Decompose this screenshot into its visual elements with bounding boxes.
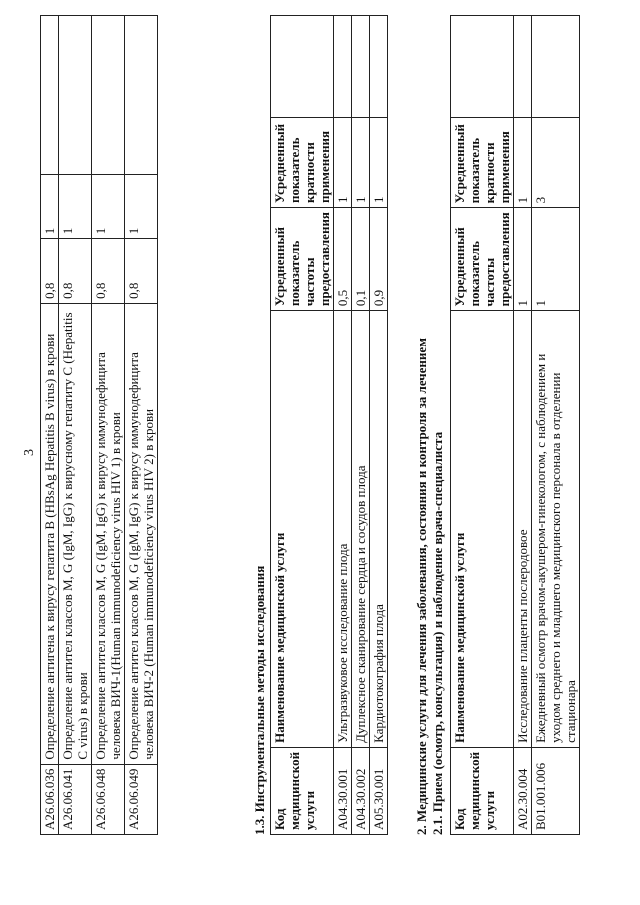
empty-cell xyxy=(92,16,125,175)
mult-cell: 1 xyxy=(41,174,59,239)
table-row xyxy=(92,16,125,835)
freq-cell: 1 xyxy=(532,208,580,311)
code-cell: B01.001.006 xyxy=(532,747,580,834)
mult-cell: 1 xyxy=(59,174,92,239)
freq-cell: 0,8 xyxy=(41,239,59,304)
mult-cell: 1 xyxy=(352,118,370,208)
table-row xyxy=(125,16,158,835)
header-code: Код медицинской услуги xyxy=(271,747,334,834)
mult-cell: 1 xyxy=(514,118,532,208)
name-cell: Ежедневный осмотр врачом-акушером-гинекологом, с наблюдением и уходом среднего и младшего медицинского персонала в отделении стационара xyxy=(532,311,580,747)
empty-cell xyxy=(334,16,352,118)
freq-cell: 0,1 xyxy=(352,208,370,311)
header-frequency: Усредненный показатель частоты предоставления xyxy=(271,208,334,311)
treatment-table xyxy=(450,15,580,835)
table-row xyxy=(514,16,532,835)
header-frequency: Усредненный показатель частоты предоставления xyxy=(451,208,514,311)
name-cell: Дуплексное сканирование сердца и сосудов плода xyxy=(352,311,370,748)
code-cell: A04.30.002 xyxy=(352,747,370,834)
freq-cell: 0,8 xyxy=(59,239,92,304)
freq-cell: 1 xyxy=(514,208,532,311)
code-cell: A02.30.004 xyxy=(514,747,532,834)
table-row xyxy=(370,16,388,835)
section-2-1-heading: 2.1. Прием (осмотр, консультация) и наблюдение врача-специалиста xyxy=(430,431,445,835)
table-header-row xyxy=(451,16,514,835)
freq-cell: 0,5 xyxy=(334,208,352,311)
empty-cell xyxy=(125,16,158,175)
empty-cell xyxy=(370,16,388,118)
empty-cell xyxy=(451,16,514,118)
name-cell: Исследование плаценты послеродовое xyxy=(514,311,532,747)
table-row xyxy=(41,16,59,835)
name-cell: Ультразвуковое исследование плода xyxy=(334,311,352,748)
code-cell: A26.06.036 xyxy=(41,764,59,834)
table-header-row xyxy=(271,16,334,835)
name-cell: Определение антител классов M, G (IgM, IgG) к вирусу иммунодефицита человека ВИЧ-2 (Human immunodeficiency virus HIV 2) в крови xyxy=(125,303,158,764)
section-1-3-heading: 1.3. Инструментальные методы исследования xyxy=(252,565,267,835)
instrumental-table xyxy=(270,15,388,835)
table-row xyxy=(334,16,352,835)
code-cell: A04.30.001 xyxy=(334,747,352,834)
empty-cell xyxy=(41,16,59,175)
mult-cell: 1 xyxy=(334,118,352,208)
header-name: Наименование медицинской услуги xyxy=(271,311,334,748)
mult-cell: 1 xyxy=(125,174,158,239)
mult-cell: 1 xyxy=(92,174,125,239)
mult-cell: 3 xyxy=(532,118,580,208)
table-row xyxy=(352,16,370,835)
empty-cell xyxy=(271,16,334,118)
empty-cell xyxy=(532,16,580,118)
header-multiplicity: Усредненный показатель кратности применения xyxy=(451,118,514,208)
code-cell: A26.06.041 xyxy=(59,764,92,834)
freq-cell: 0,9 xyxy=(370,208,388,311)
freq-cell: 0,8 xyxy=(125,239,158,304)
name-cell: Определение антител классов M, G (IgM, IgG) к вирусу иммунодефицита человека ВИЧ-1(Human immunodeficiency virus HIV 1) в крови xyxy=(92,303,125,764)
name-cell: Определение антител классов M, G (IgM, IgG) к вирусному гепатиту С (Hepatitis C virus) в крови xyxy=(59,303,92,764)
header-name: Наименование медицинской услуги xyxy=(451,311,514,747)
empty-cell xyxy=(352,16,370,118)
code-cell: A26.06.048 xyxy=(92,764,125,834)
lab-table xyxy=(40,15,158,835)
table-row xyxy=(59,16,92,835)
mult-cell: 1 xyxy=(370,118,388,208)
code-cell: A26.06.049 xyxy=(125,764,158,834)
section-2-heading: 2. Медицинские услуги для лечения заболевания, состояния и контроля за лечением xyxy=(414,337,429,835)
empty-cell xyxy=(514,16,532,118)
table-row xyxy=(532,16,580,835)
empty-cell xyxy=(59,16,92,175)
code-cell: A05.30.001 xyxy=(370,747,388,834)
header-multiplicity: Усредненный показатель кратности применения xyxy=(271,118,334,208)
name-cell: Определение антигена к вирусу гепатита В (HBsAg Hepatitis B virus) в крови xyxy=(41,303,59,764)
freq-cell: 0,8 xyxy=(92,239,125,304)
page-number: 3 xyxy=(22,449,37,456)
name-cell: Кардиотокография плода xyxy=(370,311,388,748)
header-code: Код медицинской услуги xyxy=(451,747,514,834)
